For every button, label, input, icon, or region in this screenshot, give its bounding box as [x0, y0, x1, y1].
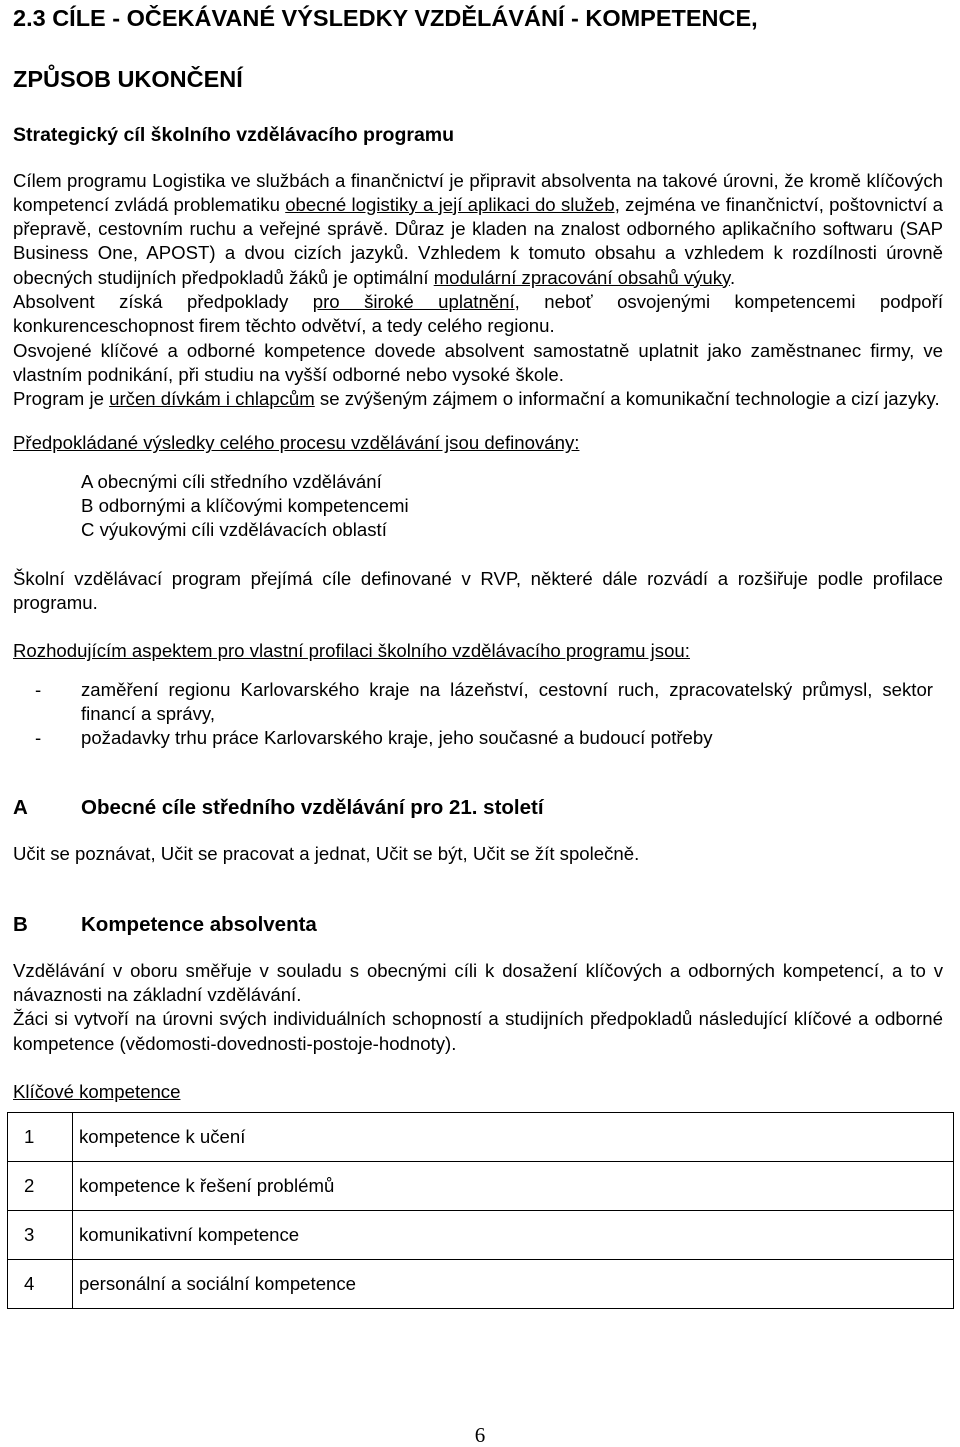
list-item: - zaměření regionu Karlovarského kraje na lázeňství, cestovní ruch, zpracovatelský průmysl, sektor financí a správy,	[35, 678, 933, 724]
strategic-goal-title: Strategický cíl školního vzdělávacího programu	[13, 124, 455, 146]
section-b-heading: B Kompetence absolventa	[13, 912, 317, 936]
strategic-paragraph-3: Osvojené klíčové a odborné kompetence dovede absolvent samostatně uplatnit jako zaměstnanec firmy, ve vlastním podnikání, při studiu na vyšší odborné nebo vysoké škole.	[13, 339, 943, 385]
strategic-paragraph-1: Cílem programu Logistika ve službách a finančnictví je připravit absolventa na takové úrovni, že kromě klíčových kompetencí zvládá problematiku obecné logistiky a její aplikaci do služeb, zejména ve finančnictví, poštovnictví a přepravě, cestovním ruchu a veřejné správě. Důraz je kladen na znalost odborného aplikačního softwaru (SAP Business One, APOST) a dvou cizích jazyků. Vzhledem k tomuto obsahu a vzhledem k rozdílnosti úrovně obecných studijních předpokladů žáků je optimální modulární zpracování obsahů výuky.	[13, 169, 943, 288]
table-row	[8, 1162, 954, 1211]
competence-label: personální a sociální kompetence	[73, 1260, 954, 1309]
competence-number: 2	[8, 1162, 73, 1211]
table-row	[8, 1113, 954, 1162]
competence-number: 4	[8, 1260, 73, 1309]
list-item: C výukovými cíli vzdělávacích oblastí	[81, 519, 387, 541]
section-heading-line2: ZPŮSOB UKONČENÍ	[13, 66, 243, 92]
competence-number: 1	[8, 1113, 73, 1162]
table-row	[8, 1260, 954, 1309]
section-b-paragraph-2: Žáci si vytvoří na úrovni svých individuálních schopností a studijních předpokladů následující klíčové a odborné kompetence (vědomosti-dovednosti-postoje-hodnoty).	[13, 1008, 943, 1054]
aspects-list	[13, 678, 943, 751]
key-competences-table	[7, 1112, 954, 1309]
section-a-heading: A Obecné cíle středního vzdělávání pro 21. století	[13, 796, 544, 820]
document-page	[13, 0, 943, 1309]
aspects-heading: Rozhodujícím aspektem pro vlastní profilaci školního vzdělávacího programu jsou:	[13, 640, 690, 662]
list-item: B odbornými a klíčovými kompetencemi	[81, 495, 409, 517]
section-b-paragraph-1: Vzdělávání v oboru směřuje v souladu s obecnými cíli k dosažení klíčových a odborných kompetencí, a to v návaznosti na základní vzdělávání.	[13, 959, 943, 1006]
strategic-paragraph-4: Program je určen dívkám i chlapcům se zvýšeným zájmem o informační a komunikační technologie a cizí jazyky.	[13, 388, 940, 410]
strategic-paragraph-2: Absolvent získá předpoklady pro široké uplatnění, neboť osvojenými kompetencemi podpoří konkurenceschopnost firem těchto odvětví, a tedy celého regionu.	[13, 290, 943, 337]
section-a-text: Učit se poznávat, Učit se pracovat a jednat, Učit se být, Učit se žít společně.	[13, 843, 640, 865]
list-item: - požadavky trhu práce Karlovarského kraje, jeho současné a budoucí potřeby	[35, 727, 713, 749]
competence-label: kompetence k učení	[73, 1113, 954, 1162]
key-competences-heading: Klíčové kompetence	[13, 1080, 181, 1102]
section-heading-line1: 2.3 CÍLE - OČEKÁVANÉ VÝSLEDKY VZDĚLÁVÁNÍ - KOMPETENCE,	[13, 5, 758, 31]
page-number: 6	[474, 1423, 486, 1447]
competence-label: kompetence k řešení problémů	[73, 1162, 954, 1211]
outcomes-after-text: Školní vzdělávací program přejímá cíle definované v RVP, některé dále rozvádí a rozšiřuje podle profilace programu.	[13, 567, 943, 613]
competence-label: komunikativní kompetence	[73, 1211, 954, 1260]
outcomes-list	[81, 470, 943, 543]
outcomes-heading: Předpokládané výsledky celého procesu vzdělávání jsou definovány:	[13, 432, 580, 454]
table-row	[8, 1211, 954, 1260]
competence-number: 3	[8, 1211, 73, 1260]
list-item: A obecnými cíli středního vzdělávání	[81, 470, 382, 492]
